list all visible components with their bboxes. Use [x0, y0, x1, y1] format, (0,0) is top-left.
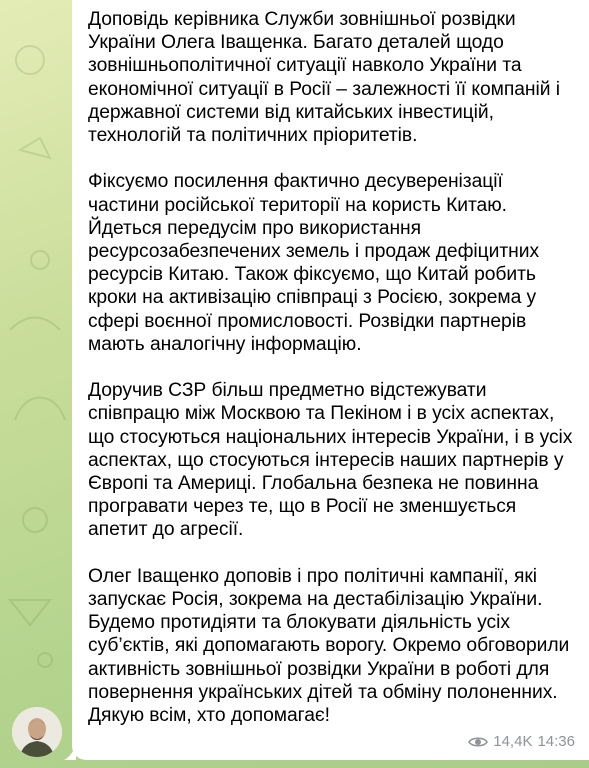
- message-bubble[interactable]: [72, 0, 589, 760]
- message-paragraph: Доповідь керівника Служби зовнішньої розвідки України Олега Іващенка. Багато деталей щодо зовнішньополітичної ситуації навколо України та економічної ситуації в Росії – залежності її компаній і державної системи від китайських інвестицій, технологій та політичних пріоритетів.: [88, 9, 561, 147]
- message-meta: [468, 733, 575, 750]
- message-text: [88, 8, 579, 727]
- avatar-image: [12, 707, 62, 757]
- avatar[interactable]: [12, 707, 62, 757]
- message-paragraph: Олег Іващенко доповів і про політичні кампанії, які запускає Росія, зокрема на дестабілізацію України. Будемо протидіяти та блокувати діяльність усіх суб’єктів, які допомагають ворогу. Окремо обговорили активність зовнішньої розвідки України в роботі для повернення українських дітей та обміну полоненних. Дякую всім, хто допомагає!: [88, 565, 570, 727]
- message-paragraph: Фіксуємо посилення фактично десуверенізації частини російської території на користь Китаю. Йдеться передусім про використання ресурсозабезпечених земель і продаж дефіцитних ресурсів Китаю. Також фіксуємо, що Китай робить кроки на активізацію співпраці з Росією, зокрема у сфері воєнної промисловості. Розвідки партнерів мають аналогічну інформацію.: [88, 171, 540, 355]
- message-time: 14:36: [537, 733, 575, 750]
- bubble-tail: [64, 744, 76, 760]
- message-paragraph: Доручив СЗР більш предметно відстежувати співпрацю між Москвою та Пекіном і в усіх аспектах, що стосуються національних інтересів України, і в усіх аспектах, що стосуються інтересів наших партнерів у Європі та Америці. Глобальна безпека не повинна програвати через те, що в Росії не зменшується апетит до агресії.: [88, 380, 573, 541]
- eye-icon: [468, 735, 488, 749]
- views-count: 14,4K: [493, 733, 533, 750]
